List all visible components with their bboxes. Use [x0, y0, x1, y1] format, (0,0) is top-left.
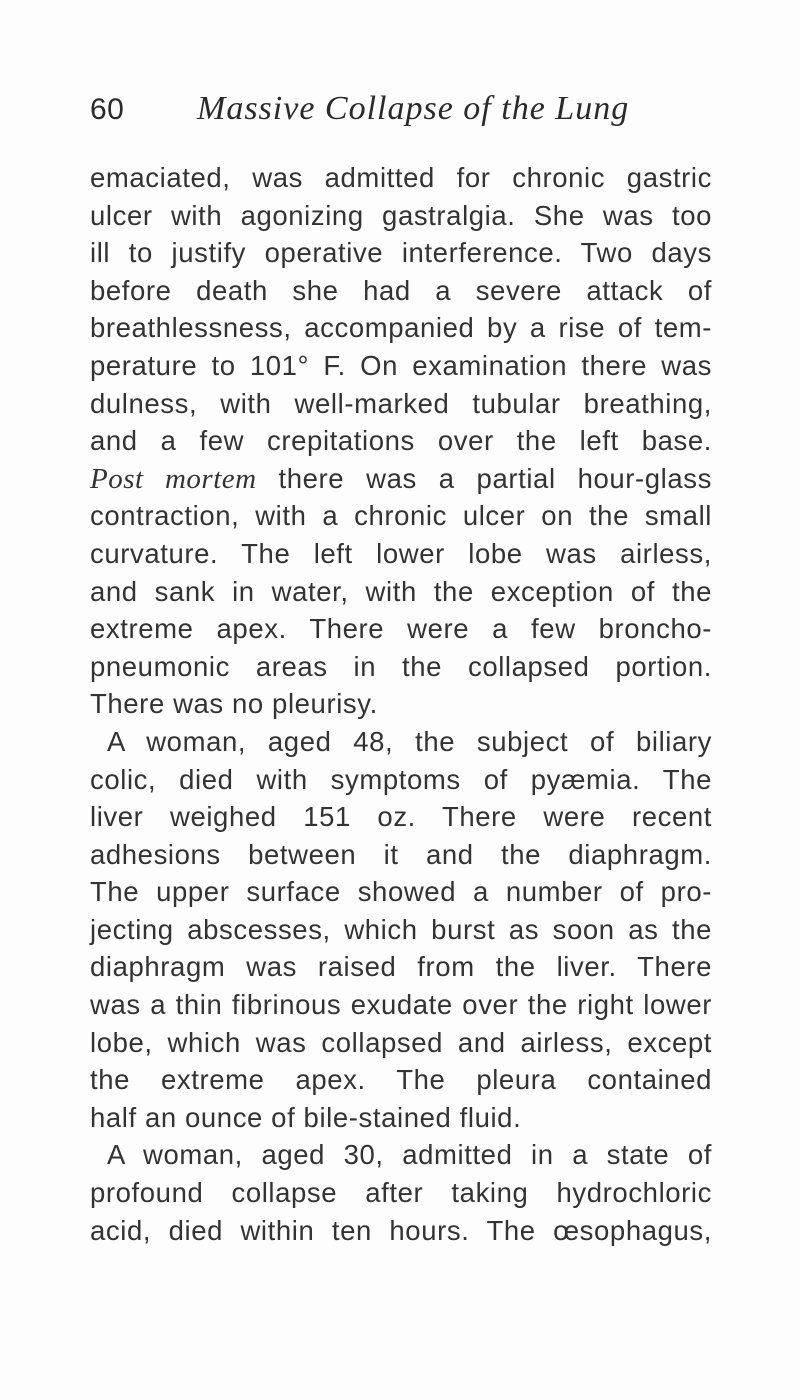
text-line: emaciated, was admitted for chronic gastric	[90, 162, 712, 193]
text-line: perature to 101° F. On examination there was	[90, 349, 712, 381]
text-line: pneumonic areas in the collapsed portion.	[90, 650, 712, 682]
text-line: the extreme apex. The pleura contained	[90, 1064, 712, 1096]
running-title: Massive Collapse of the Lung	[197, 90, 630, 127]
text-line: There was no pleurisy.	[90, 688, 378, 720]
text-line: ulcer with agonizing gastralgia. She was too	[90, 199, 712, 231]
text-line: contraction, with a chronic ulcer on the small	[90, 500, 712, 532]
book-page	[90, 90, 712, 1249]
text-line: curvature. The left lower lobe was airless,	[90, 537, 712, 569]
text-line: and sank in water, with the exception of the	[90, 575, 712, 607]
text-line: lobe, which was collapsed and airless, except	[90, 1026, 712, 1058]
text-line: A woman, aged 30, admitted in a state of	[107, 1139, 712, 1171]
text-line: dulness, with well-marked tubular breathing,	[90, 387, 712, 419]
page-header	[90, 90, 712, 133]
text-line: colic, died with symptoms of pyæmia. The	[90, 763, 712, 795]
text-line: liver weighed 151 oz. There were recent	[90, 801, 712, 833]
page-number: 60	[90, 93, 125, 126]
text-line: ill to justify operative interference. Two days	[90, 237, 712, 269]
text-line: adhesions between it and the diaphragm.	[90, 838, 712, 870]
text-line: and a few crepitations over the left base.	[90, 425, 712, 457]
text-line: jecting abscesses, which burst as soon as the	[90, 913, 712, 945]
text-line: was a thin fibrinous exudate over the right lower	[90, 989, 712, 1021]
italic-phrase: Post mortem	[90, 462, 257, 495]
text-line: acid, died within ten hours. The œsophagus,	[90, 1214, 712, 1246]
text-line: The upper surface showed a number of pro-	[90, 876, 712, 908]
text-line: profound collapse after taking hydrochloric	[90, 1177, 712, 1209]
body-text	[90, 159, 712, 1249]
text-line	[90, 460, 712, 498]
text-line: breathlessness, accompanied by a rise of tem-	[90, 312, 712, 344]
text-line: extreme apex. There were a few broncho-	[90, 613, 712, 645]
text-line: half an ounce of bile-stained fluid.	[90, 1101, 522, 1133]
text-line: A woman, aged 48, the subject of biliary	[107, 725, 712, 757]
text-line-rest: there was a partial hour-glass	[278, 462, 712, 494]
text-line: diaphragm was raised from the liver. There	[90, 951, 712, 983]
text-line: before death she had a severe attack of	[90, 274, 712, 306]
